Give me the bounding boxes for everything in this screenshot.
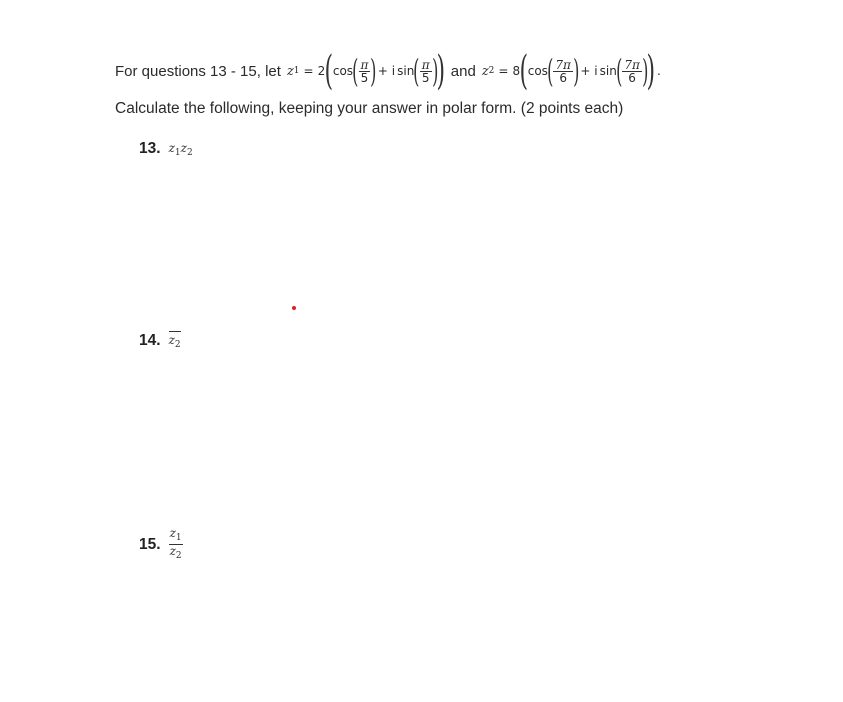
q15-den-var: z [169, 544, 176, 558]
z2-cos-num: 7π [555, 57, 571, 72]
z2-modulus: 8 [512, 64, 521, 78]
intro-lead-text: For questions 13 - 15, let [115, 62, 281, 80]
question-15-expression [169, 527, 183, 562]
z1-cos-den: 5 [360, 70, 369, 85]
question-15-number: 15. [139, 535, 161, 553]
z1-sin-close: ) [431, 52, 439, 90]
question-intro [115, 49, 661, 93]
question-14-expression [169, 331, 181, 350]
z1-sin-open: ( [413, 52, 420, 90]
z1-cos-open: ( [352, 52, 359, 90]
z2-sin-den: 6 [628, 70, 636, 85]
z1-open-paren: ( [324, 48, 334, 94]
intro-period: . [656, 64, 661, 78]
z1-sin-den: 5 [421, 70, 430, 85]
z2-cos: cos [527, 64, 548, 78]
z2-cos-open: ( [547, 52, 554, 90]
z2-sin-fraction [622, 59, 642, 84]
z2-sin-num: 7π [624, 57, 640, 72]
q15-num-var: z [169, 526, 176, 540]
z1-cos-fraction [359, 59, 371, 84]
question-15 [139, 527, 183, 562]
z1-sin-fraction [420, 59, 432, 84]
question-13 [139, 140, 193, 158]
z1-definition [286, 48, 446, 94]
z2-plus-i: + i [580, 64, 598, 78]
q15-den-sub: 2 [175, 551, 182, 561]
intro-and-text: and [450, 62, 476, 80]
q14-conjugate-bar [169, 331, 181, 350]
instructions-text: Calculate the following, keeping your answer in polar form. (2 points each) [115, 100, 624, 117]
z1-modulus: 2 [317, 64, 326, 78]
z1-sin-num: π [421, 57, 430, 72]
red-marker-dot [292, 306, 296, 310]
z2-definition [481, 48, 656, 94]
z2-close-paren: ) [646, 48, 656, 94]
z2-cos-fraction [553, 59, 573, 84]
z1-plus-i: + i [377, 64, 396, 78]
q13-var-b: z [180, 140, 187, 155]
question-13-number: 13. [139, 140, 161, 157]
z2-sin-close: ) [641, 52, 649, 90]
question-14-number: 14. [139, 331, 161, 349]
q15-num-sub: 1 [175, 533, 182, 543]
z1-sub: 1 [293, 66, 300, 76]
z1-sin: sin [397, 64, 415, 78]
z2-cos-close: ) [573, 52, 580, 90]
q15-numerator [169, 527, 183, 545]
z1-cos-close: ) [370, 52, 377, 90]
z1-equals: = [303, 64, 314, 78]
q13-sub-b: 2 [186, 147, 193, 158]
z2-equals: = [498, 64, 509, 78]
z1-cos: cos [332, 64, 354, 78]
z1-var: z [286, 63, 294, 79]
z2-sub: 2 [488, 66, 495, 76]
question-14 [139, 331, 181, 350]
q13-var-a: z [168, 140, 175, 155]
z2-sin: sin [599, 64, 617, 78]
q15-denominator [170, 545, 182, 562]
z2-cos-den: 6 [559, 70, 567, 85]
question-13-expression [169, 141, 193, 158]
q14-sub: 2 [174, 340, 181, 350]
q13-sub-a: 1 [174, 147, 181, 158]
z2-open-paren: ( [519, 48, 529, 94]
z2-sin-open: ( [615, 52, 623, 90]
q14-var: z [168, 333, 175, 347]
z1-close-paren: ) [436, 48, 446, 94]
z2-var: z [481, 63, 489, 79]
z1-cos-num: π [360, 57, 369, 72]
